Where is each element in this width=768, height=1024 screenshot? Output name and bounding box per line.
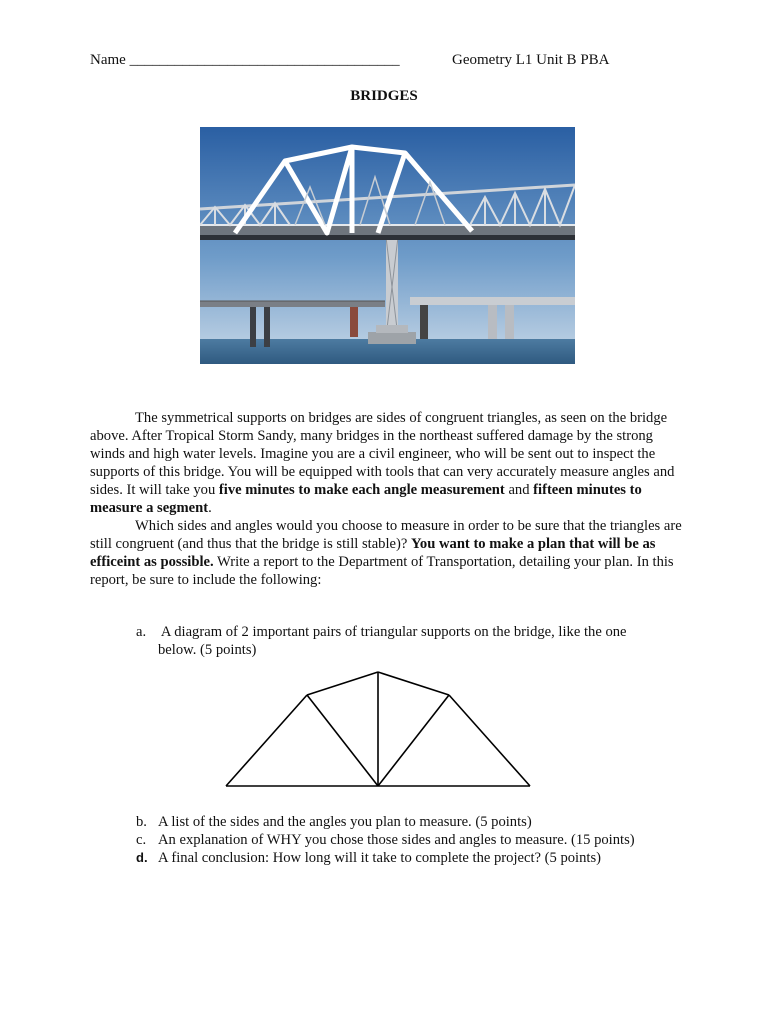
truss-diagram <box>222 668 534 790</box>
truss-right-outer <box>449 695 530 786</box>
intro-p1-text: The symmetrical supports on bridges are sides of congruent triangles, as seen on the bridge above. After Tropical Storm Sandy, many bridges in the northeast suffered damage by the strong winds and high water levels. Imagine you are a civil engineer, who will be sent out to inspect the supports of this bridge. You will be equipped with tools that can very accurately measure angles and sides. It will take you <box>90 410 675 498</box>
truss-top-right <box>378 672 449 695</box>
course-label: Geometry L1 Unit B PBA <box>452 52 610 68</box>
bridge-photo <box>200 127 575 364</box>
truss-left-outer <box>226 695 307 786</box>
intro-paragraph-2 <box>90 517 685 589</box>
intro-p1-bold-angle: five minutes to make each angle measurement <box>218 482 505 498</box>
intro-text <box>90 409 685 589</box>
item-c-marker: c. <box>136 832 147 848</box>
item-d-marker: d. <box>136 850 148 865</box>
list-item-c <box>136 831 696 849</box>
intro-p2-text: Which sides and angles would you choose to measure in order to be sure that the triangles are still congruent (and thus that the bridge is still stable)? <box>90 518 682 552</box>
item-a-marker: a. <box>136 624 147 640</box>
list-item-b <box>136 813 696 831</box>
truss-left-inner <box>307 695 378 786</box>
item-a-line1: A diagram of 2 important pairs of triangular supports on the bridge, like the one <box>158 624 627 640</box>
list-item-a <box>136 623 676 659</box>
list-item-d <box>136 849 696 867</box>
item-b-marker: b. <box>136 814 147 830</box>
intro-paragraph-1 <box>90 409 685 517</box>
item-a-line2: below. (5 points) <box>158 642 257 658</box>
intro-p1-end: . <box>208 500 212 516</box>
truss-top-left <box>307 672 378 695</box>
item-d-text: A final conclusion: How long will it take to complete the project? (5 points) <box>158 850 601 866</box>
intro-p2-end: Write a report to the Department of Transportation, detailing your plan. In this report, be sure to include the following: <box>90 554 674 588</box>
intro-p1-joiner: and <box>504 482 534 498</box>
page-title: BRIDGES <box>350 88 418 104</box>
item-c-text: An explanation of WHY you chose those sides and angles to measure. (15 points) <box>158 832 635 848</box>
intro-p1-bold-segment: fifteen minutes to measure a segment <box>90 482 642 516</box>
intro-p2-bold: You want to make a plan that will be as efficeint as possible. <box>90 536 656 570</box>
item-list <box>136 813 696 867</box>
name-field-line: Name ____________________________________ <box>90 52 400 68</box>
truss-right-inner <box>378 695 449 786</box>
item-b-text: A list of the sides and the angles you plan to measure. (5 points) <box>158 814 532 830</box>
